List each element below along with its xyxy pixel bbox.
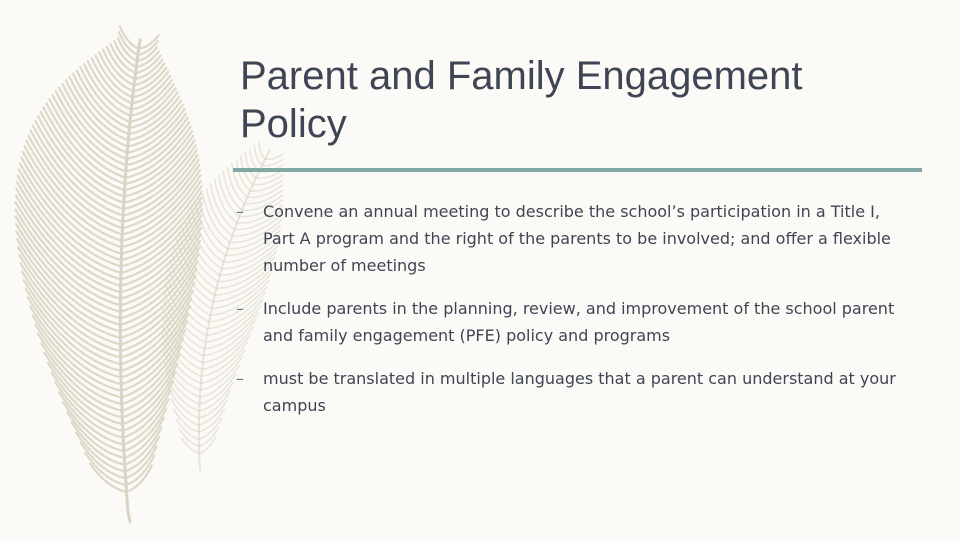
bullet-list <box>236 198 916 435</box>
bullet-item <box>236 365 916 419</box>
bullet-item <box>236 198 916 279</box>
bullet-text: must be translated in multiple languages that a parent can understand at your campus <box>263 369 896 415</box>
bullet-text: Include parents in the planning, review, and improvement of the school parent and family engagement (PFE) policy and programs <box>263 299 895 345</box>
bullet-text: Convene an annual meeting to describe the school’s participation in a Title I, Part A program and the right of the parents to be involved; and offer a flexible number of meetings <box>263 202 891 275</box>
slide-title: Parent and Family Engagement Policy <box>240 54 803 146</box>
bullet-dash: – <box>236 369 244 388</box>
bullet-dash: – <box>236 202 244 221</box>
bullet-dash: – <box>236 299 244 318</box>
bullet-item <box>236 295 916 349</box>
title-divider <box>233 168 922 172</box>
